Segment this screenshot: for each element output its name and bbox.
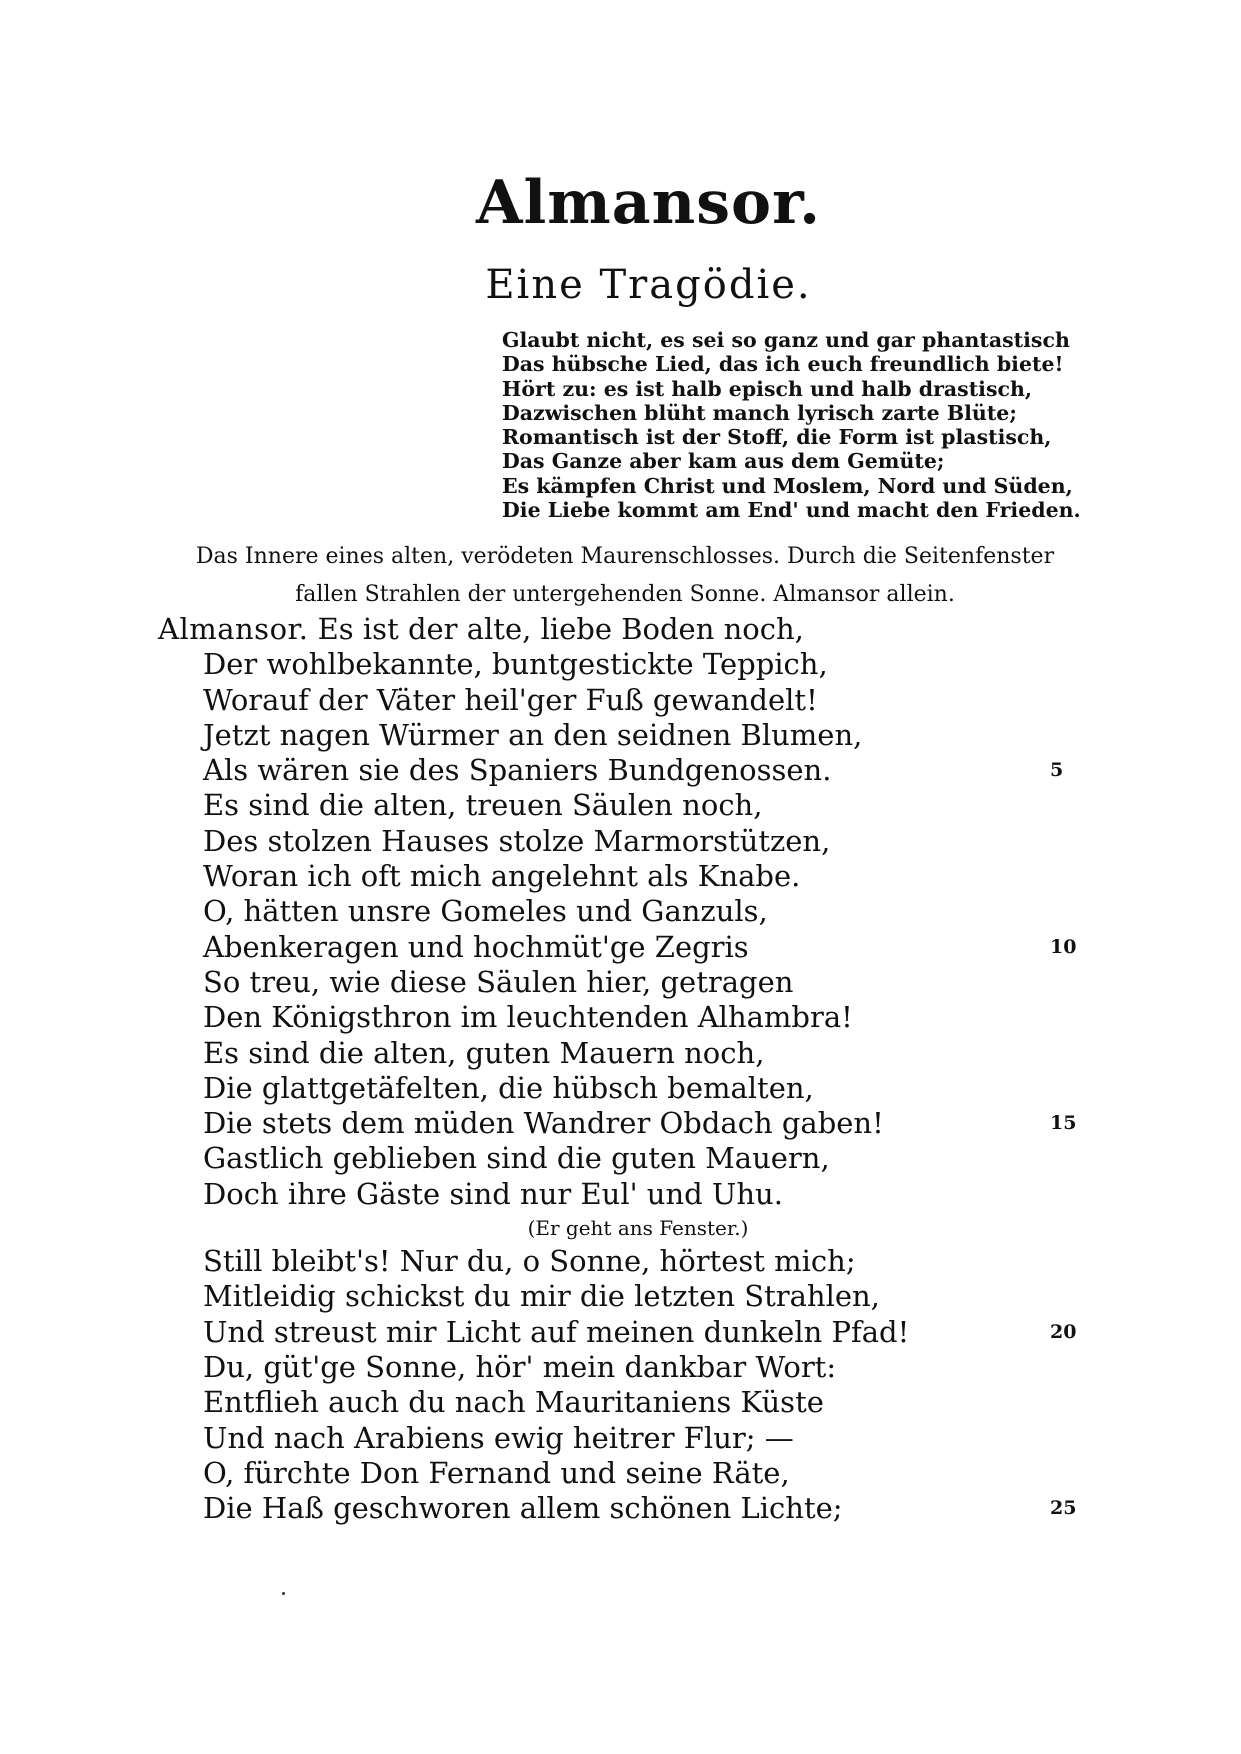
verse-text: O, fürchte Don Fernand und seine Räte, [203, 1455, 790, 1490]
verse-line [158, 1421, 1078, 1456]
verse-text: Abenkeragen und hochmüt'ge Zegris [203, 929, 749, 964]
verse-line [158, 1456, 1078, 1491]
verse-line [158, 1244, 1078, 1279]
verse-line [158, 1315, 1078, 1350]
verse-text: Still bleibt's! Nur du, o Sonne, hörtest mich; [203, 1244, 856, 1279]
verse-line [158, 1385, 1078, 1420]
stage-direction-line: fallen Strahlen der untergehenden Sonne. Almansor allein. [295, 582, 955, 607]
verse-line [158, 1141, 1078, 1176]
verse-text: Worauf der Väter heil'ger Fuß gewandelt! [203, 682, 818, 717]
verse-text: Jetzt nagen Würmer an den seidnen Blumen, [203, 717, 863, 752]
verse-line [158, 1000, 1078, 1035]
stage-direction-line: Das Innere eines alten, verödeten Maurenschlosses. Durch die Seitenfenster [195, 544, 1055, 569]
verse-line [158, 612, 1078, 647]
line-number: 15 [1050, 1112, 1077, 1135]
verse-text: Mitleidig schickst du mir die letzten Strahlen, [203, 1279, 880, 1314]
verse-text: Der wohlbekannte, buntgestickte Teppich, [203, 647, 828, 682]
inline-stage-direction: (Er geht ans Fenster.) [527, 1216, 749, 1241]
verse-text: Woran ich oft mich angelehnt als Knabe. [203, 859, 801, 894]
motto-line: Die Liebe kommt am End' und macht den Frieden. [502, 498, 1081, 523]
verse-line [158, 894, 1078, 929]
motto-line: Hört zu: es ist halb episch und halb drastisch, [502, 376, 1033, 401]
verse-text: Des stolzen Hauses stolze Marmorstützen, [203, 823, 831, 858]
verse-text: Und nach Arabiens ewig heitrer Flur; — [203, 1420, 794, 1455]
verse-line [158, 930, 1078, 965]
verse-text: Es sind die alten, guten Mauern noch, [203, 1035, 765, 1070]
verse-text: Den Königsthron im leuchtenden Alhambra! [203, 1000, 853, 1035]
verse-line [158, 753, 1078, 788]
verse-line [158, 683, 1078, 718]
line-number: 25 [1050, 1497, 1077, 1520]
verse-text: Es sind die alten, treuen Säulen noch, [203, 788, 763, 823]
verse-text: Gastlich geblieben sind die guten Mauern, [203, 1141, 830, 1176]
motto-line: Es kämpfen Christ und Moslem, Nord und Süden, [502, 473, 1073, 498]
verse-text: Du, güt'ge Sonne, hör' mein dankbar Wort: [203, 1349, 837, 1384]
verse-text: Die stets dem müden Wandrer Obdach gaben! [203, 1106, 884, 1141]
verse-line [158, 1106, 1078, 1141]
verse-text: So treu, wie diese Säulen hier, getragen [203, 964, 794, 999]
verse-line [158, 647, 1078, 682]
stage-direction [150, 538, 1100, 614]
verse-line [158, 1071, 1078, 1106]
line-number: 5 [1050, 759, 1064, 782]
verse-text: Als wären sie des Spaniers Bundgenossen. [203, 753, 832, 788]
verse-line [158, 1350, 1078, 1385]
ink-speck [282, 1592, 285, 1595]
verse-line [158, 788, 1078, 823]
verse-line [158, 859, 1078, 894]
verse-text: Die Haß geschworen allem schönen Lichte; [203, 1491, 843, 1526]
verse-line [158, 1279, 1078, 1314]
line-number: 20 [1050, 1320, 1077, 1343]
verse-text: Die glattgetäfelten, die hübsch bemalten, [203, 1070, 814, 1105]
verse-text: Entflieh auch du nach Mauritaniens Küste [203, 1385, 824, 1420]
verse-line [158, 824, 1078, 859]
motto-line: Dazwischen blüht manch lyrisch zarte Blüte; [502, 400, 1017, 425]
line-number: 10 [1050, 935, 1077, 958]
speaker-name: Almansor. [158, 612, 309, 646]
verse-text: Und streust mir Licht auf meinen dunkeln Pfad! [203, 1314, 910, 1349]
verse-text: Doch ihre Gäste sind nur Eul' und Uhu. [203, 1176, 783, 1211]
page-subtitle: Eine Tragödie. [485, 262, 812, 308]
verse-block [158, 612, 1078, 1526]
verse-line [158, 1036, 1078, 1071]
verse-line [158, 718, 1078, 753]
verse-line [158, 1177, 1078, 1212]
verse-text: Es ist der alte, liebe Boden noch, [317, 612, 804, 646]
page-title: Almansor. [475, 168, 822, 238]
verse-line [158, 1491, 1078, 1526]
verse-text: O, hätten unsre Gomeles und Ganzuls, [203, 894, 768, 929]
motto-line: Glaubt nicht, es sei so ganz und gar phantastisch [502, 328, 1070, 352]
motto-line: Romantisch ist der Stoff, die Form ist plastisch, [502, 425, 1052, 450]
motto-line: Das Ganze aber kam aus dem Gemüte; [502, 449, 945, 474]
motto-stanza [502, 328, 1122, 522]
verse-line [158, 965, 1078, 1000]
motto-line: Das hübsche Lied, das ich euch freundlich biete! [502, 352, 1064, 377]
